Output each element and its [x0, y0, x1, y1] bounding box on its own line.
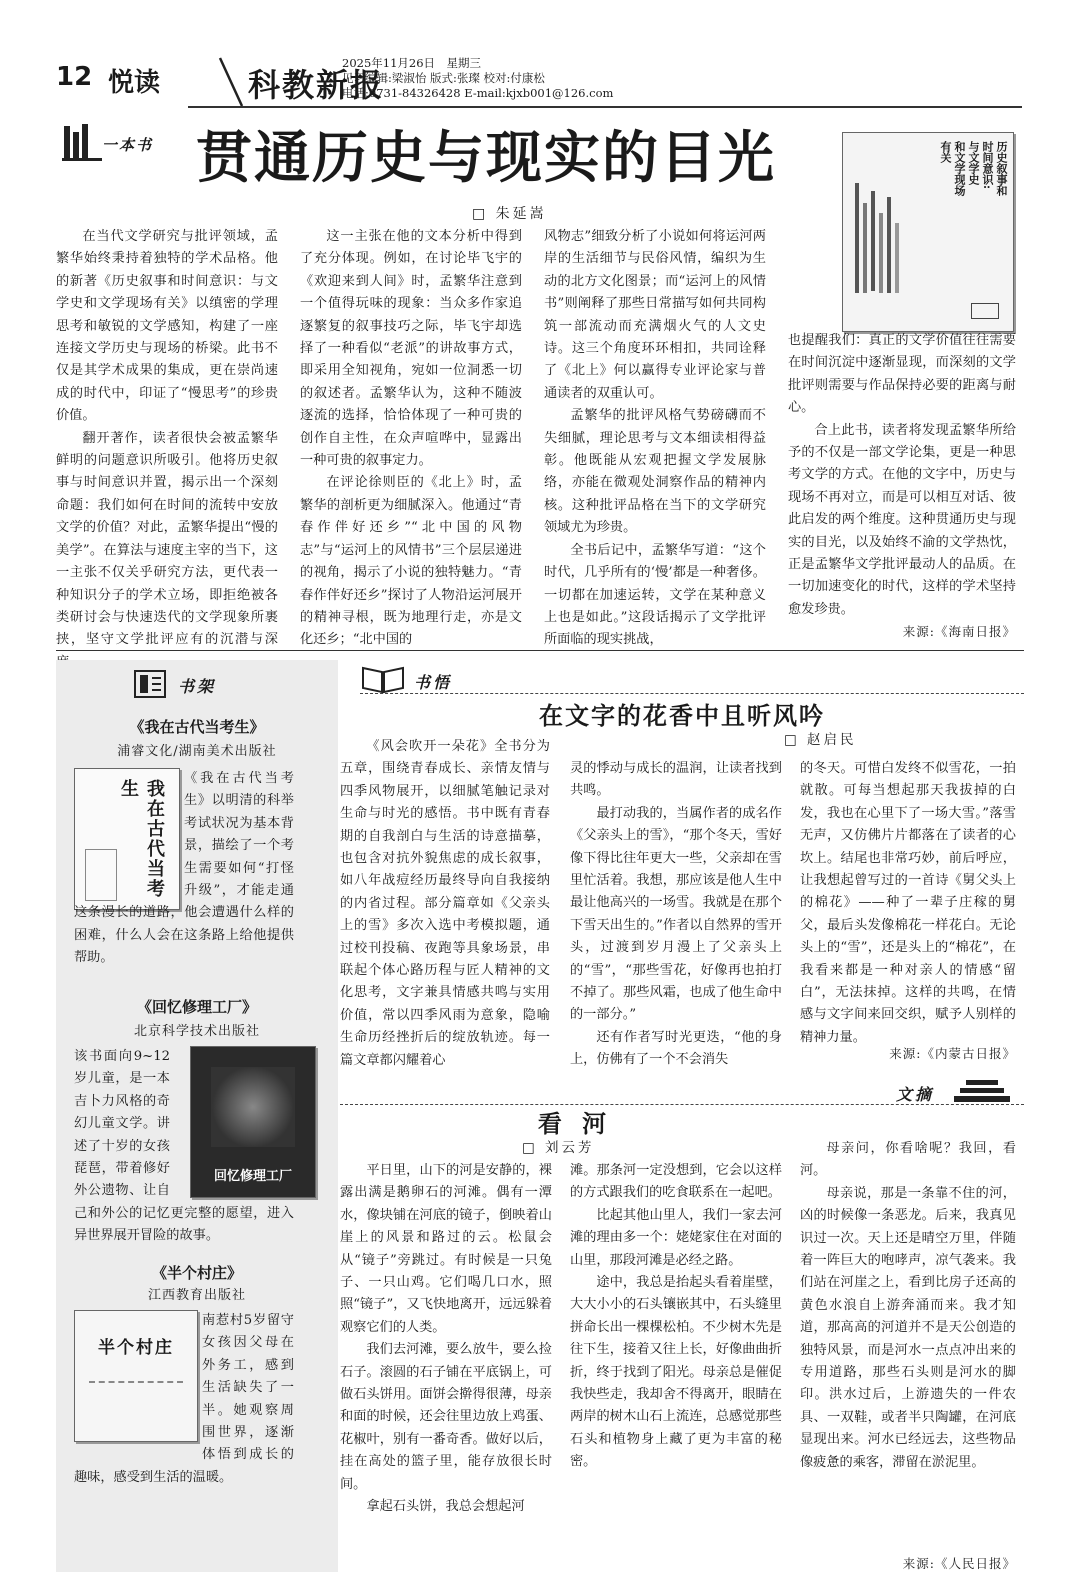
bookshelf-text: 该书面向9~12岁儿童，是一本吉卜力风格的奇幻儿童文学。讲述了十岁的女孩琵琶，带着修好外公遗物、让自己和外公的记忆更完整的愿望，进入异世界展开冒险的故事。: [74, 1049, 294, 1244]
digest-tag: [896, 1076, 1026, 1106]
book-cover-title: 我在古代当考生: [118, 779, 165, 899]
review-header-rule: [360, 693, 1024, 694]
date-line: 2025年11月26日 星期三: [342, 56, 482, 70]
feature-source: 来源:《海南日报》: [902, 624, 1016, 639]
paper-name: 科教新报: [248, 66, 385, 104]
bookshelf-book-text: [74, 1310, 294, 1489]
review-paragraph: 最打动我的，当属作者的成名作《父亲头上的雪》，“那个冬天，雪好像下得比往年更大一些，父亲却在雪里忙活着。我想，那应该是他人生中最让他高兴的一场雪。我就是在那个下雪天出生的。”作者以自然界的雪开头，过渡到岁月漫上了父亲头上的“雪”，“那些雪花，好像再也拍打不掉了。那些风霜，也成了他生命中的一部分。”: [570, 805, 782, 1023]
book-stack-icon: [62, 122, 102, 162]
editors-line: 见习编辑:梁淑怡 版式:张璨 校对:付康松: [342, 71, 545, 85]
digest-paragraph: 母亲说，那是一条靠不住的河，凶的时候像一条恶龙。后来，我真见识过一次。天上还是晴空万里，伴随着一阵巨大的咆哮声，凉气袭来。我们站在河崖之上，看到比房子还高的黄色水浪自上游奔涌而来。我才知道，那高高的河道并不是天公创造的独特风景，而是河水一点点冲出来的专用道路，那些石头则是河水的脚印。洪水过后，上游遗失的一件农具、一双鞋，或者半只陶罐，在河底显现出来。河水已经远去，这些物品像疲惫的乘客，滞留在淤泥里。: [800, 1185, 1016, 1470]
book-icon: [134, 670, 166, 698]
cover-title-1: 时间意识:: [981, 141, 994, 190]
bookshelf-paragraph: [74, 1310, 294, 1489]
feature-paragraph: 合上此书，读者将发现孟繁华所给予的不仅是一部文学论集，更是一种思考文学的方式。在他的文字中，历史与现场不再对立，而是可以相互对话、彼此启发的两个维度。这种贯通历史与现实的目光，以及始终不渝的文学热忱，正是孟繁华文学批评最动人的品质。在一切加速变化的时代，这样的学术坚持愈发珍贵。: [788, 422, 1016, 617]
digest-paragraph: 平日里，山下的河是安静的，裸露出满是鹅卵石的河滩。偶有一潭水，像块铺在河底的镜子，倒映着山崖上的风景和路过的云。松鼠会从“镜子”旁跳过。有时候是一只兔子、一只山鸡。它们喝几口水，照照“镜子”，又飞快地离开，远远躲着观察它们的人类。: [340, 1163, 552, 1335]
review-title: 在文字的花香中且听风吟: [539, 702, 825, 730]
feature-tag: [62, 122, 162, 162]
feature-paragraph: 孟繁华的批评风格气势磅礴而不失细腻，理论思考与文本细读相得益彰。他既能从宏观把握文学发展脉络，亦能在微观处洞察作品的精神内核。这种批评品格在当下的文学研究领域尤为珍贵。: [544, 408, 766, 536]
cover-title-3: 和文学现场: [953, 141, 966, 196]
bookshelf-tag: [134, 670, 254, 700]
cover-title-0: 历史叙事和: [995, 141, 1008, 196]
digest-author: □ 刘云芳: [522, 1140, 595, 1156]
feature-column-4: [788, 330, 1016, 620]
review-paragraph: 灵的悸动与成长的温润，让读者找到共鸣。: [570, 761, 782, 799]
feature-paragraph: 在当代文学研究与批评领域，孟繁华始终秉持着独特的学术品格。他的新著《历史叙事和时间意识：与文学史和文学现场有关》以缜密的学理思考和敏锐的文学感知，构建了一座连接文学历史与现场的桥梁。此书不仅是其学术成果的集成，更在崇尚速成的时代中，印证了“慢思考”的珍贵价值。: [56, 229, 278, 424]
feature-paragraph: 翻开著作，读者很快会被孟繁华鲜明的问题意识所吸引。他将历史叙事与时间意识并置，揭示出一个深刻命题：我们如何在时间的流转中安放文学的价值？对此，孟繁华提出“慢的美学”。在算法与速度主宰的当下，这一主张不仅关乎研究方法，更代表一种知识分子的学术立场，即拒绝被各类研讨会与快速迭代的文学现象所裹挟，坚守文学批评应有的沉潜与深: [56, 430, 278, 648]
review-paragraph: 的冬天。可惜白发终不似雪花，一拍就散。可每当想起那天我拔掉的白发，我也在心里下了一场大雪。”落雪无声，又仿佛片片都落在了读者的心坎上。结尾也非常巧妙，前后呼应，让我想起曾写过的一首诗《舅父头上的棉花》——种了一辈子庄稼的舅父，最后头发像棉花一样花白。无论头上的“雪”，还是头上的“棉花”，在我看来都是一种对亲人的情感“留白”，无法抹掉。这样的共鸣，在情感与文字间来回交织，赋予人别样的精神力量。: [800, 761, 1016, 1045]
review-tag-label: 书悟: [414, 673, 453, 692]
digest-paragraph: 母亲问，你看啥呢？我回，看河。: [800, 1141, 1016, 1179]
cover-publisher-logo: [971, 303, 999, 319]
bookshelf-book-title: 《半个村庄》: [151, 1264, 242, 1282]
bookshelf-paragraph: [74, 1046, 294, 1248]
bookshelf-book-title: 《我在古代当考生》: [129, 718, 265, 736]
digest-column-3: [800, 1138, 1016, 1474]
digest-paragraph: 途中，我总是抬起头看着崖壁，大大小小的石头镶嵌其中，石头缝里拼命长出一棵棵松柏。不少树木先是往下生，接着又往上长，好像曲曲折折，终于找到了阳光。母亲总是催促我快些走，我却舍不得离开，眼睛在两岸的树木山石上流连，总感觉那些石头和植物身上藏了更为丰富的秘密。: [570, 1275, 782, 1470]
digest-paragraph: 我们去河滩，要么放牛，要么捡石子。滚圆的石子铺在平底锅上，可做石头饼用。面饼会擀得很薄，母亲和面的时候，还会往里边放上鸡蛋、花椒叶，别有一番奇香。做好以后，挂在高处的篮子里，能存放很长时间。: [340, 1342, 552, 1492]
header-rule: [188, 106, 1022, 108]
feature-column-1: [56, 226, 278, 648]
bookshelf-book-text: [74, 768, 294, 970]
cover-bars: [855, 183, 915, 303]
digest-title: 看 河: [537, 1110, 613, 1138]
bookshelf-book-publisher: 江西教育出版社: [147, 1288, 246, 1303]
review-paragraph: 还有作者写时光更迭，“他的身上，仿佛有了一个不会消失: [570, 1029, 782, 1068]
feature-paragraph: 这一主张在他的文本分析中得到了充分体现。例如，在讨论毕飞宇的《欢迎来到人间》时，孟繁华注意到一个值得玩味的现象：当众多作家追逐繁复的叙事技巧之际，毕飞宇却选择了一种看似“老派”的讲故事方式，即采用全知视角，宛如一位洞悉一切的叙述者。孟繁华认为，这种不随波逐流的选择，恰恰体现了一种可贵的创作自主性，在众声喧哗中，显露出一种可贵的叙事定力。: [300, 229, 522, 469]
review-author: □ 赵启民: [784, 732, 857, 748]
digest-column-2: [570, 1160, 782, 1474]
bookshelf-text: 南惹村5岁留守女孩因父母在外务工，感到生活缺失了一半。她观察周围世界，逐渐体悟到成长的趣味，感受到生活的温暖。: [74, 1313, 294, 1485]
digest-paragraph: 比起其他山里人，我们一家去河滩的理由多一个：姥姥家住在对面的山里，那段河滩是必经之路。: [570, 1207, 782, 1268]
digest-paragraph: 拿起石头饼，我总会想起河: [366, 1499, 525, 1515]
section-rule: [56, 650, 1024, 651]
cover-title-2: 与文学史: [967, 141, 980, 185]
header-info: [342, 56, 613, 101]
feature-column-3: [544, 226, 766, 648]
header-divider-slash: [216, 54, 246, 110]
bookshelf-book-publisher: 北京科学技术出版社: [133, 1024, 260, 1039]
feature-paragraph: 也提醒我们：真正的文学价值往往需要在时间沉淀中逐渐显现，而深刻的文学批评则需要与作品保持必要的距离与耐心。: [788, 333, 1016, 416]
bookshelf-paragraph: [74, 768, 294, 970]
digest-tag-label: 文摘: [896, 1085, 935, 1104]
cover-title-4: 有关: [939, 141, 952, 163]
book-cover-title: 半个村庄: [98, 1338, 174, 1358]
review-tag: [360, 662, 480, 696]
review-column-2: [570, 758, 782, 1072]
digest-column-1: [340, 1160, 552, 1519]
open-book-icon: [360, 662, 406, 694]
bookshelf-book-publisher: 浦睿文化/湖南美术出版社: [117, 744, 277, 759]
feature-book-cover: [842, 132, 1014, 332]
feature-paragraph: 风物志”细致分析了小说如何将运河两岸的生活细节与民俗风情，编织为生动的北方文化图景；而“运河上的风情书”则阐释了那些日常描写如何共同构筑一部流动而充满烟火气的人文史诗。这三个角度环环相扣，共同诠释了《北上》何以赢得专业评论家与普通读者的双重认可。: [544, 229, 766, 401]
digest-paragraph: 滩。那条河一定没想到，它会以这样的方式跟我们的吃食联系在一起吧。: [570, 1163, 782, 1201]
bookshelf-book-text: [74, 1046, 294, 1248]
review-paragraph: 《风会吹开一朵花》全书分为五章，围绕青春成长、亲情友情与四季风物展开，以细腻笔触记录对生命与时光的感悟。书中既有青春期的自我剖白与生活的诗意描摹，也包含对抗外貌焦虑的成长叙事，如八年战痘经历最终导向自我接纳的内省过程。部分篇章如《父亲头上的雪》多次入选中考模拟题，通过校刊投稿、夜跑等具象场景，串联起个体心路历程与匠人精神的文化思考，文字兼具情感共鸣与实用价值，常以四季风雨为意象，隐喻生命历经挫折后的绽放轨迹。每一篇文章都闪耀着心: [340, 739, 550, 1068]
book-cover-title: 回忆修理工厂: [213, 1169, 292, 1184]
digest-source: 来源:《人民日报》: [902, 1556, 1016, 1571]
review-column-1: [340, 736, 550, 1072]
feature-paragraph: 在评论徐则臣的《北上》时，孟繁华的剖析更为细腻深入。他通过“青春作伴好还乡”“北中国的风物志”与“运河上的风情书”三个层层递进的视角，揭示了小说的独特魅力。“青春作伴好还乡”探讨了人物沿运河展开的精神寻根，既为地理行走，亦是文化还乡；“北中国的: [300, 475, 522, 648]
contact-line: 电话:0731-84326428 E-mail:kjxb001@126.com: [342, 86, 614, 100]
bookshelf-book-title: 《回忆修理工厂》: [136, 998, 257, 1016]
feature-tag-label: 一本书: [102, 136, 154, 154]
review-column-3: [800, 758, 1016, 1049]
feature-paragraph: 全书后记中，孟繁华写道：“这个时代，几乎所有的‘慢’都是一种奢侈。一切都在加速运转，文学在某种意义上也是如此。”这段话揭示了文学批评所面临的现实挑战，: [544, 542, 766, 648]
stacked-bars-icon: [952, 1078, 1012, 1104]
review-source: 来源:《内蒙古日报》: [889, 1046, 1016, 1061]
feature-author: □ 朱延嵩: [472, 206, 547, 222]
bookshelf-text: 《我在古代当考生》以明清的科举考试状况为基本背景，描绘了一个考生需要如何“打怪升级”，才能走通这条漫长的道路，他会遭遇什么样的困难，什么人会在这条路上给他提供帮助。: [74, 771, 294, 966]
feature-title: 贯通历史与现实的目光: [196, 126, 776, 191]
bookshelf-tag-label: 书架: [178, 677, 217, 696]
feature-column-2: [300, 226, 522, 648]
section-name: 悦读: [108, 68, 161, 98]
page-header: [56, 54, 1024, 110]
page-number: 12: [56, 62, 93, 92]
